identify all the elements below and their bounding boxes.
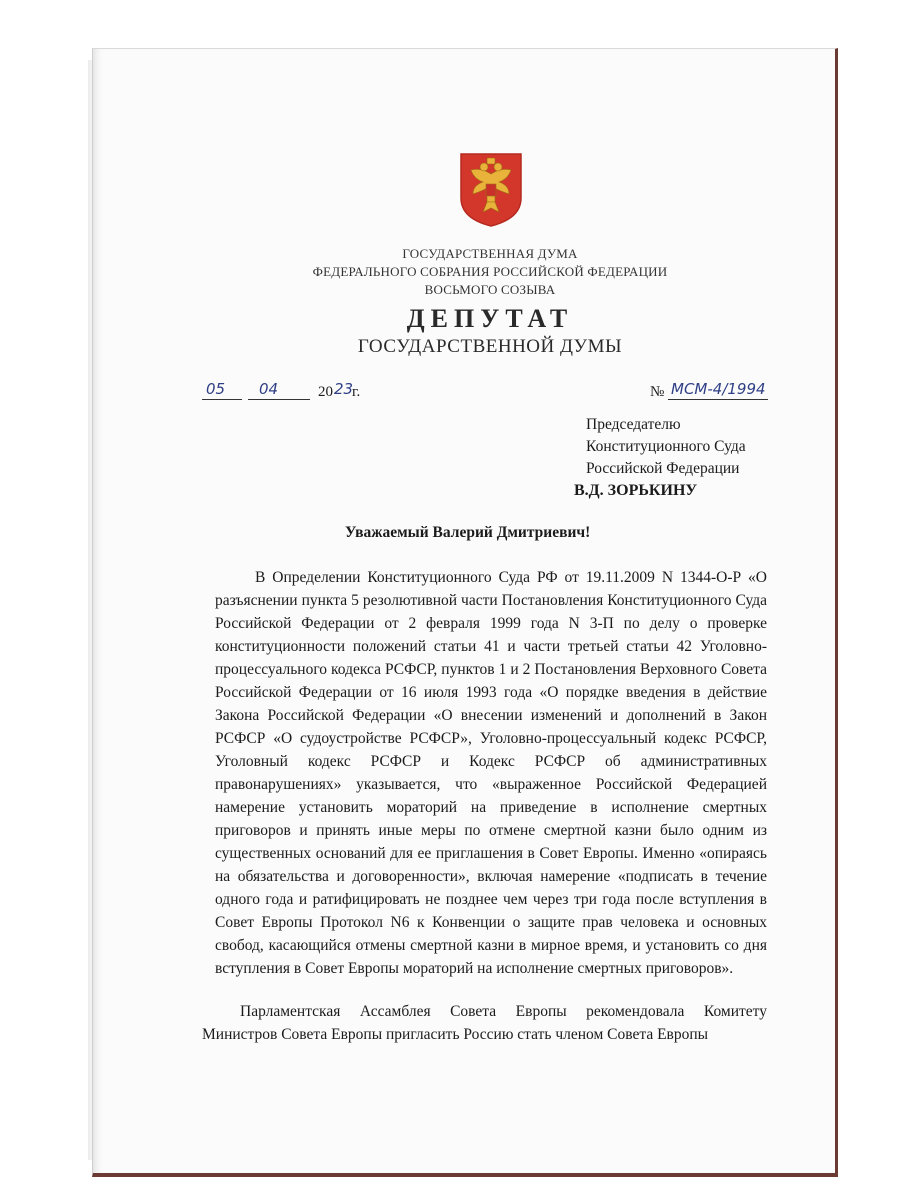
addressee-line-1: Председателю (586, 416, 681, 433)
letterhead-line-2: ФЕДЕРАЛЬНОГО СОБРАНИЯ РОССИЙСКОЙ ФЕДЕРАЦИИ (312, 264, 668, 279)
letter-body (215, 566, 767, 980)
body-paragraph-1: В Определении Конституционного Суда РФ от 19.11.2009 N 1344-О-Р «О разъяснении пункта 5 резолютивной части Постановления Конституционного Суда Российской Федерации от 2 февраля 1999 года N 3-П по делу о проверке конституционности положений статьи 41 и части третьей статьи 42 Уголовно-процессуального кодекса РСФСР, пунктов 1 и 2 Постановления Верховного Совета Российской Федерации от 16 июля 1993 года «О порядке введения в действие Закона Российской Федерации «О внесении изменений и дополнений в Закон РСФСР «О судоустройстве РСФСР», Уголовно-процессуальный кодекс РСФСР, Уголовный кодекс РСФСР и Кодекс РСФСР об административных правонарушениях» указывается, что «выраженное Российской Федерацией намерение установить мораторий на приведение в исполнение смертных приговоров и принять иные меры по отмене смертной казни было одним из существенных оснований для ее приглашения в Совет Европы. Именно «опираясь на обязательства и договоренности», включая намерение «подписать в течение одного года и ратифицировать не позднее чем через три года после вступления в Совет Европы Протокол N6 к Конвенции о защите прав человека и основных свобод, касающийся отмены смертной казни в мирное время, и установить со дня вступления в Совет Европы мораторий на исполнение смертных приговоров». (215, 569, 767, 977)
date-day: 05 (206, 380, 226, 398)
date-year-prefix: 20 (318, 384, 333, 400)
date-year-mark: г. (352, 384, 361, 400)
salutation: Уважаемый Валерий Дмитриевич! (345, 524, 591, 541)
letterhead-title: ДЕПУТАТ (406, 304, 574, 333)
addressee-name: В.Д. ЗОРЬКИНУ (574, 482, 698, 499)
date-year-suffix: 23 (334, 380, 354, 398)
coat-of-arms-icon (457, 150, 525, 228)
date-month-underline (248, 399, 310, 400)
date-month: 04 (259, 380, 279, 398)
number-underline (668, 399, 768, 400)
number-sign: № (650, 384, 665, 400)
number-value: МСМ-4/1994 (671, 380, 766, 398)
letterhead-subtitle: ГОСУДАРСТВЕННОЙ ДУМЫ (357, 336, 623, 357)
letterhead-line-1: ГОСУДАРСТВЕННАЯ ДУМА (402, 246, 578, 261)
letterhead-line-3: ВОСЬМОГО СОЗЫВА (424, 282, 556, 297)
body-paragraph-2: Парламентская Ассамблея Совета Европы рекомендовала Комитету Министров Совета Европы пригласить Россию стать членом Совета Европы (202, 1003, 767, 1043)
addressee-line-2: Конституционного Суда (586, 438, 746, 455)
addressee-block (574, 414, 806, 502)
date-day-underline (202, 399, 242, 400)
addressee-line-3: Российской Федерации (586, 460, 740, 477)
